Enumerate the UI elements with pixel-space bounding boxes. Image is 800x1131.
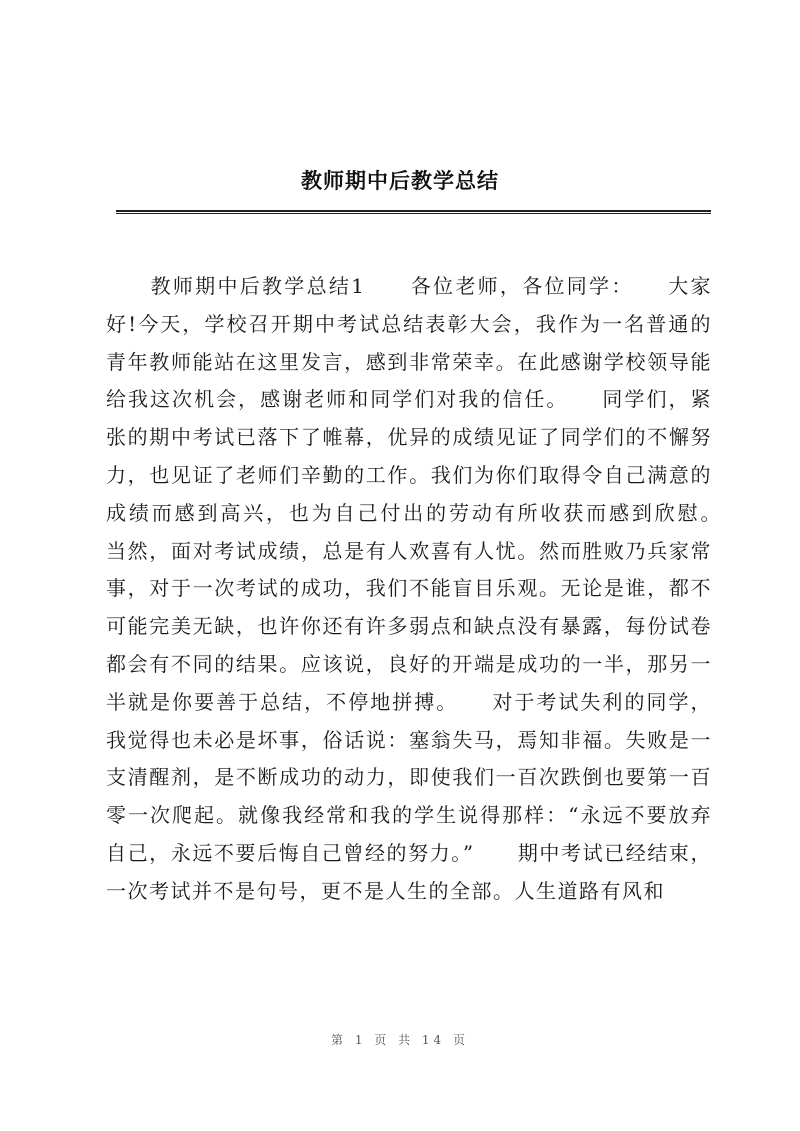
body-paragraph: 教师期中后教学总结1 各位老师，各位同学： 大家好!今天，学校召开期中考试总结表彰大会，我作为一名普通的青年教师能站在这里发言，感到非常荣幸。在此感谢学校领导能给我这次机会，感谢老师和同学们对我的信任。 同学们，紧张的期中考试已落下了帷幕，优异的成绩见证了同学们的不懈努力，也见证了老师们辛勤的工作。我们为你们取得令自己满意的成绩而感到高兴，也为自己付出的劳动有所收获而感到欣慰。 当然，面对考试成绩，总是有人欢喜有人忧。然而胜败乃兵家常事，对于一次考试的成功，我们不能盲目乐观。无论是谁，都不可能完美无缺，也许你还有许多弱点和缺点没有暴露，每份试卷都会有不同的结果。应该说，良好的开端是成功的一半，那另一半就是你要善于总结，不停地拼搏。 对于考试失利的同学，我觉得也未必是坏事，俗话说：塞翁失马，焉知非福。失败是一支清醒剂，是不断成功的动力，即使我们一百次跌倒也要第一百零一次爬起。就像我经常和我的学生说得那样：“永远不要放弃自己，永远不要后悔自己曾经的努力。” 期中考试已经结束，一次考试并不是句号，更不是人生的全部。人生道路有风和 (106, 274, 755, 903)
title-divider (116, 210, 711, 214)
document-body (106, 268, 755, 911)
page-footer: 第 1 页 共 14 页 (331, 1033, 469, 1047)
document-title: 教师期中后教学总结 (301, 169, 499, 193)
